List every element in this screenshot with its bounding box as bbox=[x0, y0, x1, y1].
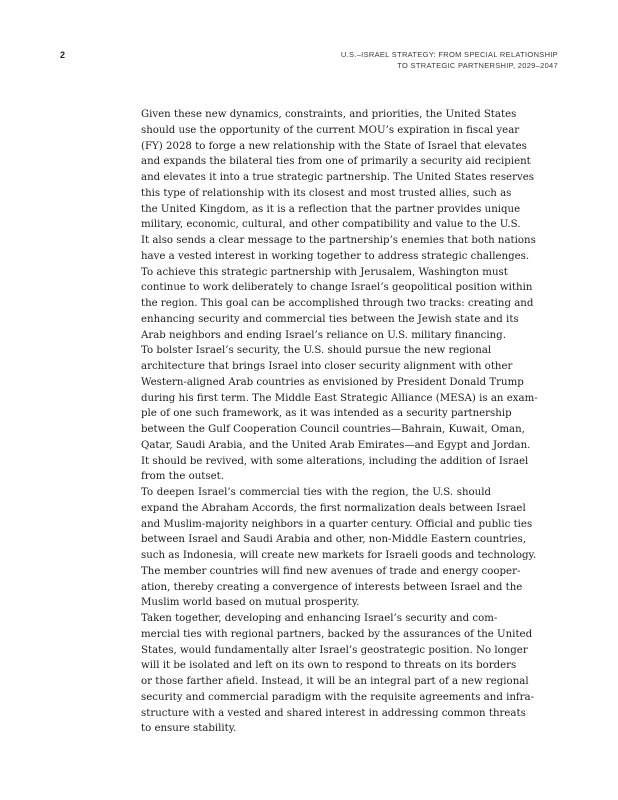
text-line: between Israel and Saudi Arabia and other, non-Middle Eastern countries, bbox=[141, 534, 526, 546]
text-line: such as Indonesia, will create new markets for Israeli goods and technology. bbox=[141, 550, 537, 561]
text-line: architecture that brings Israel into closer security alignment with other bbox=[141, 361, 513, 372]
paragraph bbox=[127, 485, 537, 611]
text-line: and expands the bilateral ties from one of primarily a security aid recipient bbox=[141, 156, 531, 168]
text-line: the United Kingdom, as it is a reflection that the partner provides unique bbox=[141, 203, 521, 215]
text-line: from the outset. bbox=[141, 471, 224, 483]
text-line: States, would fundamentally alter Israel’s geostrategic position. No longer bbox=[141, 644, 528, 656]
text-line: and elevates it into a true strategic partnership. The United States reserves bbox=[141, 172, 534, 183]
paragraph bbox=[127, 107, 536, 265]
text-line: Given these new dynamics, constraints, and priorities, the United States bbox=[141, 109, 517, 120]
text-line: or those farther afield. Instead, it will be an integral part of a new regional bbox=[141, 676, 529, 687]
text-line: this type of relationship with its closest and most trusted allies, such as bbox=[141, 187, 512, 199]
text-line: Arab neighbors and ending Israel’s reliance on U.S. military financing. bbox=[141, 329, 506, 341]
text-line: To deepen Israel’s commercial ties with the region, the U.S. should bbox=[141, 487, 491, 498]
paragraph bbox=[127, 343, 538, 485]
running-header-line: U.S.–ISRAEL STRATEGY: FROM SPECIAL RELATIONSHIP bbox=[340, 50, 558, 59]
text-line: Muslim world based on mutual prosperity. bbox=[141, 597, 360, 609]
text-line: To achieve this strategic partnership with Jerusalem, Washington must bbox=[141, 266, 508, 278]
text-line: between the Gulf Cooperation Council countries—Bahrain, Kuwait, Oman, bbox=[141, 424, 525, 435]
running-header-line: TO STRATEGIC PARTNERSHIP, 2029–2047 bbox=[397, 60, 558, 70]
text-line: mercial ties with regional partners, backed by the assurances of the United bbox=[141, 628, 533, 640]
text-line: security and commercial paradigm with the requisite agreements and infra- bbox=[141, 691, 535, 703]
text-line: Qatar, Saudi Arabia, and the United Arab Emirates—and Egypt and Jordan. bbox=[141, 439, 531, 451]
text-line: Western-aligned Arab countries as envisioned by President Donald Trump bbox=[141, 376, 524, 388]
text-line: The member countries will find new avenues of trade and energy cooper- bbox=[141, 565, 521, 577]
text-line: continue to work deliberately to change Israel’s geopolitical position within bbox=[141, 282, 533, 294]
text-line: during his first term. The Middle East Strategic Alliance (MESA) is an exam- bbox=[141, 392, 538, 404]
text-line: (FY) 2028 to forge a new relationship with the State of Israel that elevates bbox=[141, 140, 527, 152]
running-header bbox=[258, 50, 558, 71]
text-line: To bolster Israel’s security, the U.S. should pursue the new regional bbox=[141, 345, 492, 357]
text-line: should use the opportunity of the current MOU’s expiration in fiscal year bbox=[141, 124, 520, 136]
paragraph bbox=[127, 265, 534, 344]
page-number: 2 bbox=[60, 50, 66, 60]
text-line: will it be isolated and left on its own to respond to threats on its borders bbox=[141, 660, 517, 672]
body-text bbox=[127, 107, 538, 737]
text-line: It also sends a clear message to the partnership’s enemies that both nations bbox=[141, 235, 536, 246]
text-line: ple of one such framework, as it was intended as a security partnership bbox=[141, 408, 512, 420]
text-line: It should be revived, with some alterations, including the addition of Israel bbox=[141, 455, 529, 467]
text-line: enhancing security and commercial ties between the Jewish state and its bbox=[141, 313, 519, 325]
text-line: to ensure stability. bbox=[141, 723, 237, 735]
paragraph bbox=[127, 611, 535, 737]
text-line: ation, thereby creating a convergence of interests between Israel and the bbox=[141, 581, 523, 593]
text-line: military, economic, cultural, and other compatibility and value to the U.S. bbox=[141, 219, 521, 231]
text-line: expand the Abraham Accords, the first normalization deals between Israel bbox=[141, 502, 526, 514]
text-line: and Muslim-majority neighbors in a quarter century. Official and public ties bbox=[141, 518, 533, 530]
text-line: have a vested interest in working together to address strategic challenges. bbox=[141, 250, 530, 262]
text-line: the region. This goal can be accomplished through two tracks: creating and bbox=[141, 298, 534, 309]
text-line: Taken together, developing and enhancing Israel’s security and com- bbox=[141, 613, 498, 624]
text-line: structure with a vested and shared interest in addressing common threats bbox=[141, 707, 526, 719]
